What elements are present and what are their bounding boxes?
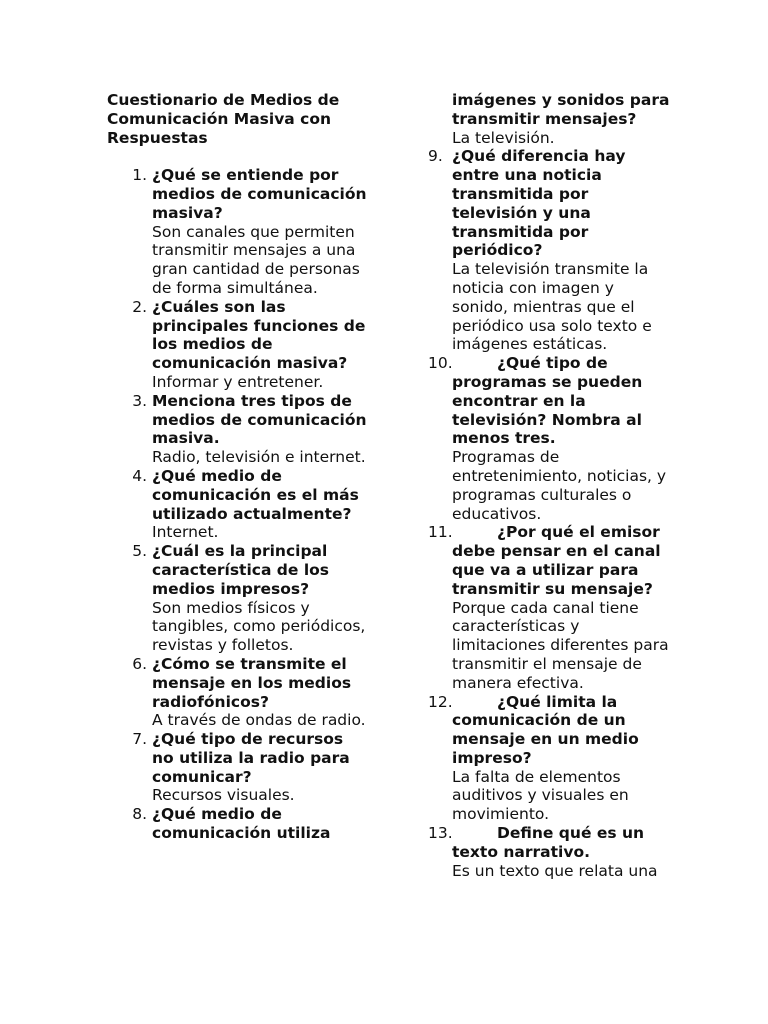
question-item [107, 730, 367, 805]
question-item [107, 805, 367, 843]
question-number: 9. [428, 147, 443, 166]
question-item [420, 693, 670, 825]
question-text: Define qué es un texto narrativo. [452, 824, 645, 861]
answer-text: La televisión transmite la noticia con imagen y sonido, mientras que el periódico usa solo texto e imágenes estáticas. [452, 260, 652, 354]
question-number: 11. [428, 523, 453, 542]
question-number: 12. [428, 692, 453, 711]
question-text: ¿Por qué el emisor debe pensar en el canal que va a utilizar para transmitir su mensaje? [452, 523, 661, 598]
question-item [420, 824, 670, 880]
answer-text: Programas de entretenimiento, noticias, y programas culturales o educativos. [452, 448, 667, 523]
answer-text: Recursos visuales. [152, 786, 295, 805]
question-text: ¿Qué tipo de programas se pueden encontrar en la televisión? Nombra al menos tres. [452, 354, 643, 448]
question-text: ¿Cómo se transmite el mensaje en los medios radiofónicos? [152, 654, 352, 711]
question-number: 1. [132, 166, 147, 185]
answer-text: Radio, televisión e internet. [152, 448, 366, 467]
question-number: 10. [428, 354, 453, 373]
question-number: 4. [132, 466, 147, 485]
question-item [107, 655, 367, 730]
question-text: ¿Qué diferencia hay entre una noticia transmitida por televisión y una transmitida por periódico? [452, 147, 626, 260]
answer-text: Es un texto que relata una [452, 861, 658, 880]
question-text: ¿Qué medio de comunicación utiliza [152, 805, 331, 843]
answer-text: A través de ondas de radio. [152, 711, 366, 730]
right-column [420, 91, 670, 880]
question-item [107, 298, 367, 392]
question-number: 7. [132, 730, 147, 749]
left-column [107, 91, 367, 843]
question-text: ¿Cuáles son las principales funciones de los medios de comunicación masiva? [152, 297, 366, 373]
question-continuation: imágenes y sonidos para transmitir mensajes? [452, 91, 670, 128]
question-text: ¿Qué medio de comunicación es el más utilizado actualmente? [152, 466, 359, 523]
document-title: Cuestionario de Medios de Comunicación Masiva con Respuestas [107, 91, 340, 147]
question-text: ¿Qué limita la comunicación de un mensaje en un medio impreso? [452, 692, 639, 767]
question-item [420, 354, 670, 523]
question-text: ¿Qué se entiende por medios de comunicación masiva? [152, 166, 367, 222]
question-number: 8. [132, 805, 147, 824]
answer-text: Son medios físicos y tangibles, como periódicos, revistas y folletos. [152, 598, 366, 655]
answer-text: Son canales que permiten transmitir mensajes a una gran cantidad de personas de forma simultánea. [152, 222, 360, 297]
answer-text: Informar y entretener. [152, 372, 324, 391]
question-item [107, 467, 367, 542]
question-number: 3. [132, 391, 147, 410]
question-number: 13. [428, 824, 453, 843]
answer-text: Porque cada canal tiene características y limitaciones diferentes para transmitir el mensaje de manera efectiva. [452, 598, 669, 692]
question-item [107, 392, 367, 467]
question-item [107, 166, 367, 298]
answer-text: La falta de elementos auditivos y visuales en movimiento. [452, 767, 629, 824]
question-text: ¿Cuál es la principal característica de los medios impresos? [152, 542, 330, 598]
question-item [107, 542, 367, 655]
question-text: ¿Qué tipo de recursos no utiliza la radio para comunicar? [152, 730, 350, 786]
answer-text: La televisión. [452, 128, 555, 147]
question-text: Menciona tres tipos de medios de comunicación masiva. [152, 391, 367, 448]
question-number: 6. [132, 654, 147, 673]
question-item [420, 523, 670, 692]
answer-text: Internet. [152, 523, 219, 542]
question-item [420, 147, 670, 354]
question-number: 2. [132, 297, 147, 316]
question-number: 5. [132, 542, 147, 561]
